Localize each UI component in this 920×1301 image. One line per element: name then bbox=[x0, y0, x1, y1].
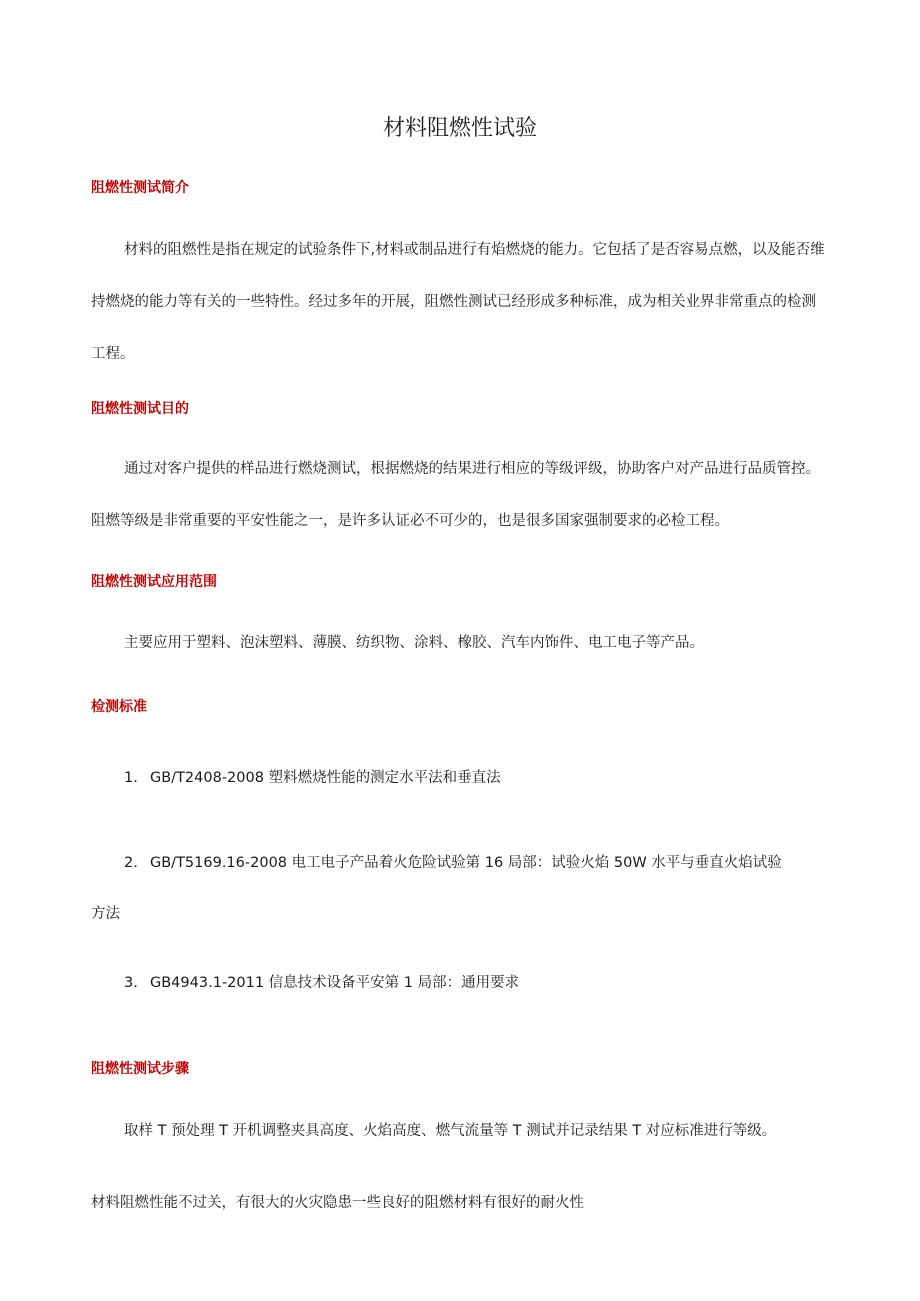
section-body-intro: 材料的阻燃性是指在规定的试验条件下,材料或制品进行有焰燃烧的能力。它包括了是否容易点燃，以及能否维持燃烧的能力等有关的一些特性。经过多年的开展，阻燃性测试已经形成多种标准，成为相关业界非常重点的检测工程。 bbox=[91, 242, 825, 362]
standard-item-2-continuation: 方法 bbox=[91, 906, 120, 922]
section-body-scope: 主要应用于塑料、泡沫塑料、薄膜、纺织物、涂料、橡胶、汽车内饰件、电工电子等产品。 bbox=[124, 635, 704, 651]
section-heading-purpose: 阻燃性测试目的 bbox=[91, 401, 189, 417]
section-heading-scope: 阻燃性测试应用范围 bbox=[91, 574, 217, 590]
section-body-purpose: 通过对客户提供的样品进行燃烧测试，根据燃烧的结果进行相应的等级评级，协助客户对产品进行品质管控。阻燃等级是非常重要的平安性能之一，是许多认证必不可少的，也是很多国家强制要求的必检工程。 bbox=[91, 461, 820, 529]
section-heading-intro: 阻燃性测试简介 bbox=[91, 180, 189, 196]
standard-item-number: 3. bbox=[124, 975, 138, 991]
standard-item-3 bbox=[124, 971, 830, 995]
standard-item-number: 2. bbox=[124, 855, 138, 871]
document-title: 材料阻燃性试验 bbox=[382, 116, 537, 141]
section-body-steps: 取样 T 预处理 T 开机调整夹具高度、火焰高度、燃气流量等 T 测试并记录结果 T 对应标准进行等级。 bbox=[124, 1123, 777, 1139]
standard-item-number: 1. bbox=[124, 770, 138, 786]
standard-item-text: GB/T5169.16-2008 电工电子产品着火危险试验第 16 局部：试验火焰 50W 水平与垂直火焰试验 bbox=[150, 855, 782, 871]
standard-item-2 bbox=[124, 851, 830, 875]
standard-item-1 bbox=[124, 766, 830, 790]
section-heading-steps: 阻燃性测试步骤 bbox=[91, 1061, 189, 1077]
standard-item-text: GB4943.1-2011 信息技术设备平安第 1 局部：通用要求 bbox=[150, 975, 520, 991]
closing-text: 材料阻燃性能不过关，有很大的火灾隐患一些良好的阻燃材料有很好的耐火性 bbox=[91, 1195, 584, 1211]
section-heading-standards: 检测标准 bbox=[91, 699, 147, 715]
standard-item-text: GB/T2408-2008 塑料燃烧性能的测定水平法和垂直法 bbox=[150, 770, 501, 786]
